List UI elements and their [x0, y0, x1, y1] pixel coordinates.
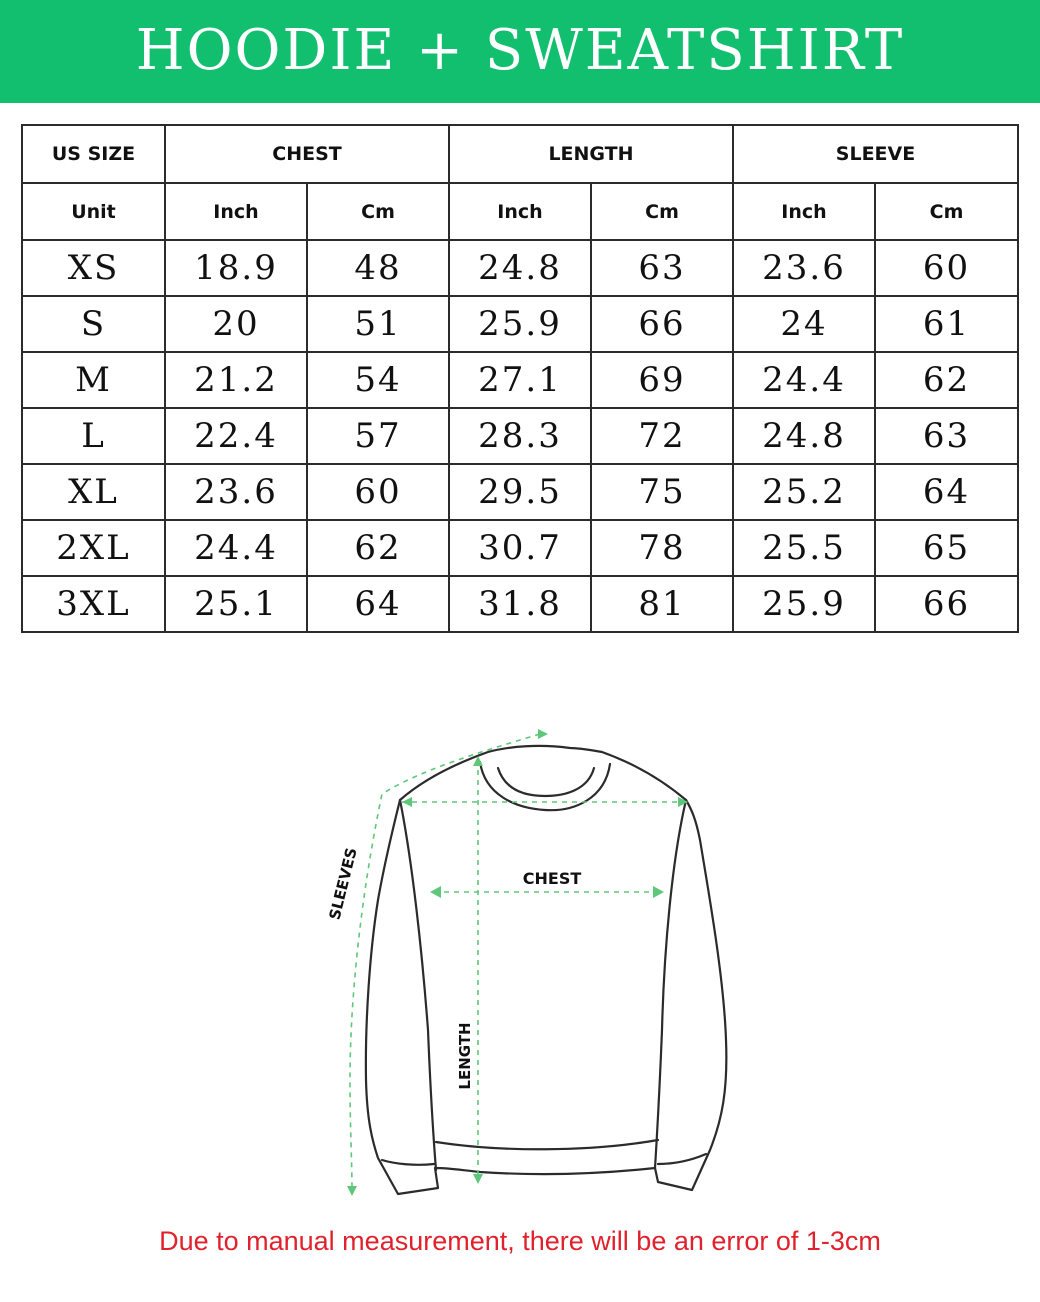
measurement-cell: 23.6	[733, 240, 875, 296]
table-row	[22, 576, 1018, 632]
left-cuff	[382, 1160, 434, 1165]
measurement-cell: 25.2	[733, 464, 875, 520]
measurement-cell: 24.4	[733, 352, 875, 408]
size-cell: XL	[22, 464, 165, 520]
measurement-cell: 81	[591, 576, 733, 632]
measurement-cell: 18.9	[165, 240, 307, 296]
table-row	[22, 520, 1018, 576]
measurement-cell: 27.1	[449, 352, 591, 408]
measurement-cell: 24.8	[449, 240, 591, 296]
unit-sleeve-inch: Inch	[733, 183, 875, 240]
measurement-cell: 62	[307, 520, 449, 576]
size-cell: L	[22, 408, 165, 464]
measurement-cell: 75	[591, 464, 733, 520]
measurement-cell: 65	[875, 520, 1018, 576]
size-cell: XS	[22, 240, 165, 296]
measurement-cell: 69	[591, 352, 733, 408]
measurement-cell: 20	[165, 296, 307, 352]
measurement-cell: 30.7	[449, 520, 591, 576]
unit-label: Unit	[22, 183, 165, 240]
size-cell: 3XL	[22, 576, 165, 632]
measurement-cell: 28.3	[449, 408, 591, 464]
measurement-cell: 25.1	[165, 576, 307, 632]
sweatshirt-diagram	[300, 720, 740, 1210]
table-row	[22, 296, 1018, 352]
unit-sleeve-cm: Cm	[875, 183, 1018, 240]
table-header-row	[22, 125, 1018, 183]
size-cell: M	[22, 352, 165, 408]
measurement-cell: 72	[591, 408, 733, 464]
measurement-cell: 48	[307, 240, 449, 296]
collar-inner	[498, 768, 594, 796]
measurement-cell: 21.2	[165, 352, 307, 408]
measurement-cell: 23.6	[165, 464, 307, 520]
measurement-cell: 24.4	[165, 520, 307, 576]
size-cell: S	[22, 296, 165, 352]
measurement-cell: 63	[591, 240, 733, 296]
measurement-cell: 60	[875, 240, 1018, 296]
size-chart-table	[21, 124, 1019, 633]
unit-chest-inch: Inch	[165, 183, 307, 240]
unit-chest-cm: Cm	[307, 183, 449, 240]
length-arrow-bottom	[473, 1174, 483, 1184]
header-us-size: US SIZE	[22, 125, 165, 183]
measurement-cell: 66	[875, 576, 1018, 632]
hem-band	[436, 1140, 658, 1149]
measurement-cell: 63	[875, 408, 1018, 464]
table-row	[22, 408, 1018, 464]
shoulder-arrow-left	[402, 797, 412, 807]
measurement-cell: 61	[875, 296, 1018, 352]
table-unit-row	[22, 183, 1018, 240]
measurement-cell: 54	[307, 352, 449, 408]
unit-length-inch: Inch	[449, 183, 591, 240]
measurement-cell: 51	[307, 296, 449, 352]
length-label: LENGTH	[456, 1022, 474, 1090]
measurement-cell: 25.9	[733, 576, 875, 632]
measurement-cell: 29.5	[449, 464, 591, 520]
measurement-cell: 64	[875, 464, 1018, 520]
header-sleeve: SLEEVE	[733, 125, 1018, 183]
right-sleeve-seam	[655, 800, 686, 1168]
right-cuff	[658, 1154, 706, 1164]
left-sleeve-seam	[400, 800, 436, 1170]
measurement-cell: 62	[875, 352, 1018, 408]
table-row	[22, 352, 1018, 408]
chest-arrow-right	[653, 886, 664, 898]
measurement-cell: 64	[307, 576, 449, 632]
table-row	[22, 464, 1018, 520]
header-chest: CHEST	[165, 125, 449, 183]
title-banner	[0, 0, 1040, 103]
sleeve-arrow-top	[538, 729, 548, 739]
page-title: HOODIE + SWEATSHIRT	[135, 18, 905, 83]
measurement-cell: 60	[307, 464, 449, 520]
sleeve-arrow-bottom	[347, 1186, 357, 1196]
chest-arrow-left	[430, 886, 441, 898]
sweatshirt-outline	[366, 746, 727, 1194]
measurement-cell: 24	[733, 296, 875, 352]
sleeves-label: SLEEVES	[325, 845, 361, 922]
measurement-cell: 24.8	[733, 408, 875, 464]
table-row	[22, 240, 1018, 296]
size-cell: 2XL	[22, 520, 165, 576]
measurement-cell: 66	[591, 296, 733, 352]
size-rows	[22, 240, 1018, 632]
measurement-note: Due to manual measurement, there will be an error of 1-3cm	[159, 1226, 881, 1256]
measurement-cell: 57	[307, 408, 449, 464]
measurement-cell: 31.8	[449, 576, 591, 632]
measurement-cell: 25.9	[449, 296, 591, 352]
measurement-cell: 22.4	[165, 408, 307, 464]
unit-length-cm: Cm	[591, 183, 733, 240]
header-length: LENGTH	[449, 125, 733, 183]
measurement-cell: 78	[591, 520, 733, 576]
measurement-cell: 25.5	[733, 520, 875, 576]
chest-label: CHEST	[522, 869, 582, 888]
